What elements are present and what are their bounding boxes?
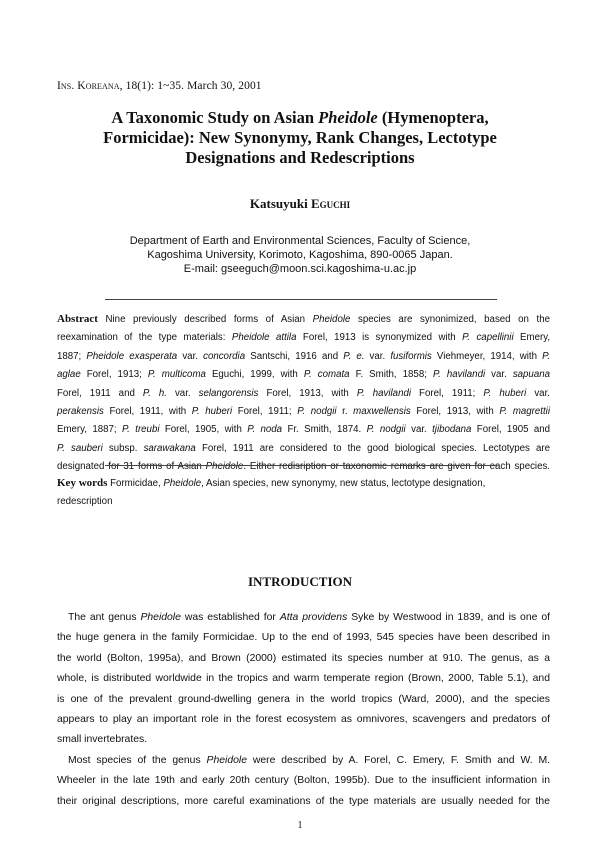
- author-name: Katsuyuki Eguchi: [249, 196, 351, 211]
- abstract-top-rule: [105, 299, 497, 300]
- author-affiliation: [0, 234, 600, 276]
- abstract-bottom-rule: [105, 465, 497, 466]
- section-heading: INTRODUCTION: [247, 574, 352, 589]
- journal-issue: , 18(1): 1~35. March 30, 2001: [119, 80, 262, 92]
- affiliation-department: Department of Earth and Environmental Sciences, Faculty of Science,: [129, 235, 471, 247]
- keywords: Key words Formicidae, Pheidole, Asian species, new synonymy, new status, lectotype designation, redescription: [57, 477, 486, 507]
- keywords-label: Key words: [57, 477, 108, 489]
- abstract-label: Abstract: [57, 313, 98, 325]
- abstract: Abstract Nine previously described forms of Asian Pheidole species are synonimized, based on the reexamination of the type materials: Pheidole attila Forel, 1913 is synonymized with P. capellinii Emery, 1887; Pheidole exasperata var. concordia Santschi, 1916 and P. e. var. fusiformis Viehmeyer, 1914, with P. aglae Forel, 1913; P. multicoma Eguchi, 1999, with P. comata F. Smith, 1858; P. havilandi var. sapuana Forel, 1911 and P. h. var. selangorensis Forel, 1913, with P. havilandi Forel, 1911; P. huberi var. perakensis Forel, 1911, with P. huberi Forel, 1911; P. nodgii r. maxwellensis Forel, 1913, with P. magrettii Emery, 1887; P. treubi Forel, 1905, with P. noda Fr. Smith, 1874. P. nodgii var. tjibodana Forel, 1905 and P. sauberi subsp. sarawakana Forel, 1911 are considered to the good biological species. Lectotypes are designated for 31 forms of Asian Pheidole. Either redisription or taxonomic remarks are given for each species.: [57, 313, 551, 473]
- affiliation-email: E-mail: gseeguch@moon.sci.kagoshima-u.ac.jp: [183, 263, 417, 275]
- affiliation-address: Kagoshima University, Korimoto, Kagoshima, 890-0065 Japan.: [147, 249, 453, 261]
- paper-title: A Taxonomic Study on Asian Pheidole (Hymenoptera, Formicidae): New Synonymy, Rank Changes, Lectotype Designations and Redescriptions: [103, 108, 497, 167]
- journal-citation: [57, 80, 262, 92]
- journal-name: Ins. Koreana: [57, 80, 120, 92]
- body-text: The ant genus Pheidole was established for Atta providens Syke by Westwood in 1839, and is one of the huge genera in the family Formicidae. Up to the end of 1993, 545 species have been described in the world (Bolton, 1995a), and Brown (2000) estimated its species number at 910. The genus, as a whole, is distributed worldwide in the tropics and warm temperate region (Brown, 2000, Table 5.1), and is one of the prevalent ground-dwelling genera in the world tropics (Ward, 2000), and the species appears to play an important role in the forest ecosystem as omnivores, scavengers and predators of small invertebrates. Most species of the genus Pheidole were described by A. Forel, C. Emery, F. Smith and W. M. Wheeler in the late 19th and early 20th century (Bolton, 1995b). Due to the insufficient information in their original descriptions, more careful examinations of the type materials are usually needed for the: [57, 612, 550, 807]
- page-number: 1: [297, 820, 303, 831]
